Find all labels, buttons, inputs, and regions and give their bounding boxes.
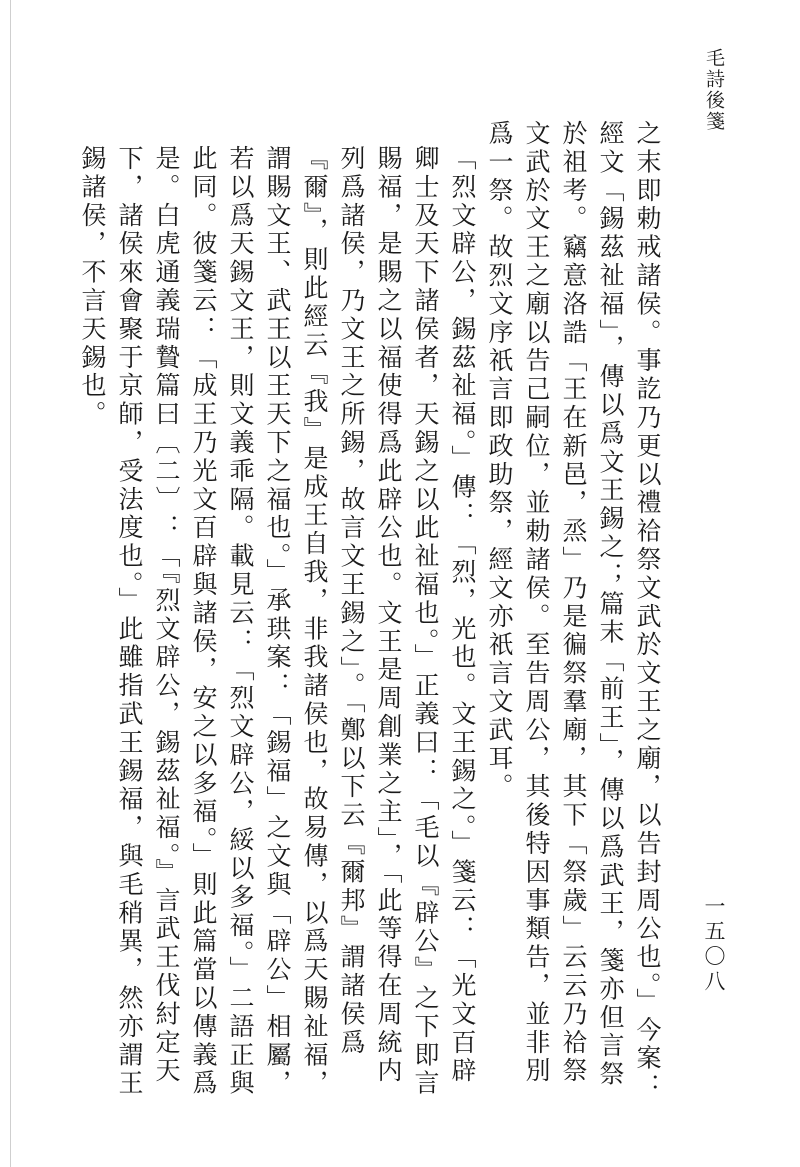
paragraph: 之末即勅戒諸侯。事訖乃更以禮祫祭文武於文王之廟，以告封周公也。」今案：經文「錫茲祉福」，傳以爲文王錫之；篇末「前王」，傳以爲武王，箋亦但言祭於祖考。竊意洛誥「王在新邑，烝」乃是徧祭羣廟，其下「祭歲」云云乃祫祭文武於文王之廟以告己嗣位，並勅諸侯。至告周公，其後特因事類告，並非別爲一祭。故烈文序祇言即政助祭，經文亦祇言文武耳。	[485, 120, 662, 1102]
paragraph: 「烈文辟公，錫茲祉福。」傳：「烈，光也。文王錫之。」箋云：「光文百辟卿士及天下諸侯者，天錫之以此祉福也。」正義曰：「毛以『辟公』之下即言賜福，是賜之以福使得爲此辟公也。文王是周創業之主」，「此等得在周統内列爲諸侯，乃文王之所錫，故言文王錫之」。「鄭以下云『爾邦』謂諸侯爲『爾』，則此經云『我』是成王自我，非我諸侯也，故易傳，以爲天賜祉福，謂賜文王、武王以王天下之福也。」承珙案：「錫福」之文與「辟公」相屬，若以爲天錫文王，則文義乖隔。載見云：「烈文辟公，綏以多福。」二語正與此同。彼箋云：「成王乃光文百辟與諸侯，安之以多福。」則此篇當以傳義爲是。白虎通義瑞贄篇曰〔二〕：「『烈文辟公，錫茲祉福。』言武王伐紂定天下，諸侯來會聚于京師，受法度也。」此雖指武王錫福，與毛稍異，然亦謂王錫諸侯，不言天錫也。	[78, 145, 477, 1099]
page-edge-line	[10, 0, 11, 1167]
running-title: 毛詩後箋	[703, 48, 725, 132]
main-text-block	[78, 120, 666, 1110]
page-number: 一五〇八	[702, 895, 726, 995]
